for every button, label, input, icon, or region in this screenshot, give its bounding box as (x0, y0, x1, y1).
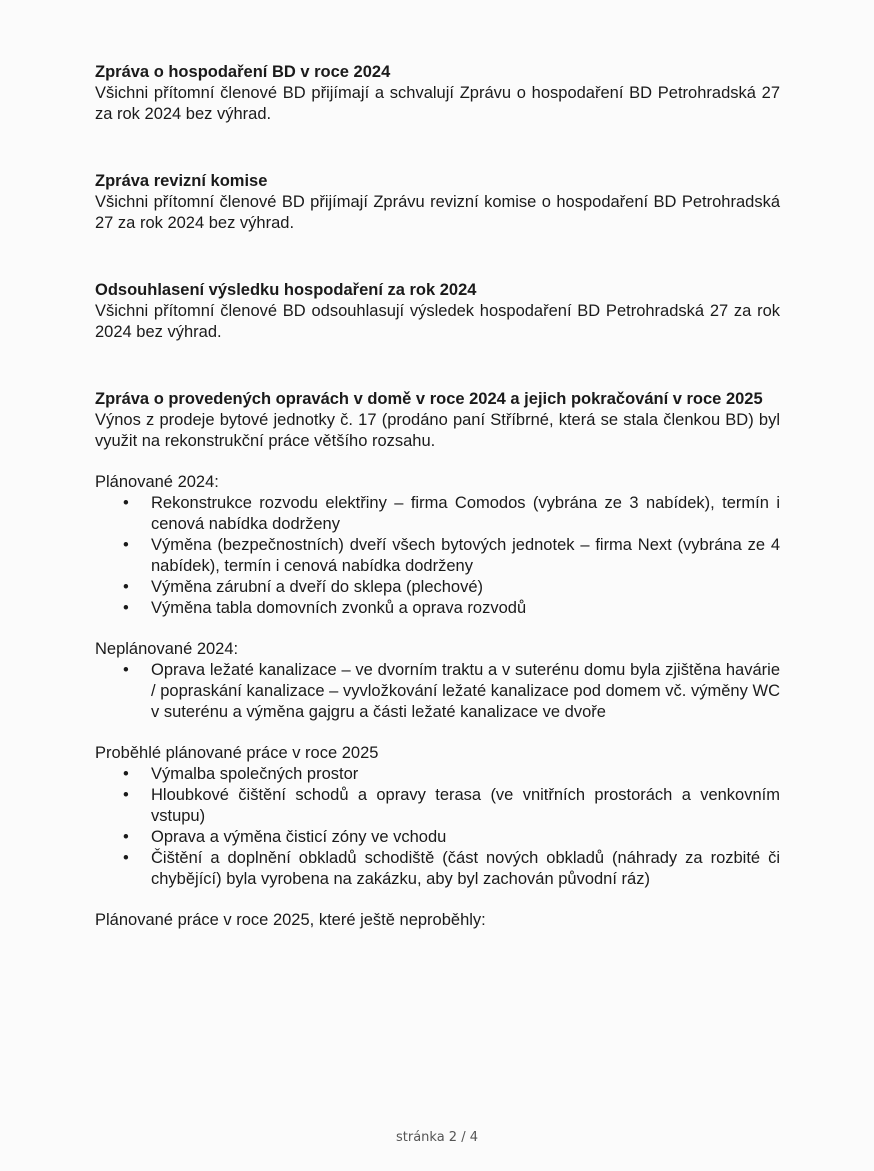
list-item: • Oprava a výměna čisticí zóny ve vchodu (123, 827, 780, 848)
section-text: Všichni přítomní členové BD odsouhlasují výsledek hospodaření BD Petrohradská 27 za rok 2024 bez výhrad. (95, 302, 780, 341)
done-2025-list (95, 764, 780, 890)
planned-2024-label: Plánované 2024: (95, 473, 219, 491)
section-heading: Zpráva o provedených opravách v domě v roce 2024 a jejich pokračování v roce 2025 (95, 390, 763, 408)
page-number: stránka 2 / 4 (395, 1130, 478, 1145)
unplanned-2024-label: Neplánované 2024: (95, 640, 239, 658)
section-audit-report (95, 171, 780, 234)
section-heading: Zpráva o hospodaření BD v roce 2024 (95, 63, 391, 81)
section-text: Výnos z prodeje bytové jednotky č. 17 (prodáno paní Stříbrné, která se stala členkou BD) byl využit na rekonstrukční práce většího rozsahu. (95, 411, 780, 450)
section-heading: Zpráva revizní komise (95, 172, 268, 190)
section-text: Všichni přítomní členové BD přijímají Zprávu revizní komise o hospodaření BD Petrohradská 27 za rok 2024 bez výhrad. (95, 193, 780, 232)
list-item: • Oprava ležaté kanalizace – ve dvorním traktu a v suterénu domu byla zjištěna havárie / popraskání kanalizace – vyvložkování ležaté kanalizace pod domem vč. výměny WC v suterénu a výměna gajgru a části ležaté kanalizace ve dvoře (123, 660, 780, 723)
list-item: • Hloubkové čištění schodů a opravy terasa (ve vnitřních prostorách a venkovním vstupu) (123, 785, 780, 827)
document-page (95, 62, 780, 931)
section-financial-report (95, 62, 780, 125)
done-2025-label: Proběhlé plánované práce v roce 2025 (95, 744, 379, 762)
list-item: • Čištění a doplnění obkladů schodiště (část nových obkladů (náhrady za rozbité či chybějící) byla vyrobena na zakázku, aby byl zachován původní ráz) (123, 848, 780, 890)
list-item: • Výměna (bezpečnostních) dveří všech bytových jednotek – firma Next (vybrána ze 4 nabídek), termín i cenová nabídka dodrženy (123, 535, 780, 577)
unplanned-2024-list (95, 660, 780, 723)
section-result-approval (95, 280, 780, 343)
planned-2024-list (95, 493, 780, 619)
list-item: • Výměna zárubní a dveří do sklepa (plechové) (123, 577, 780, 598)
pending-2025-label: Plánované práce v roce 2025, které ještě neproběhly: (95, 911, 486, 929)
list-item: • Rekonstrukce rozvodu elektřiny – firma Comodos (vybrána ze 3 nabídek), termín i cenová nabídka dodrženy (123, 493, 780, 535)
section-repairs-report (95, 389, 780, 452)
list-item: • Výmalba společných prostor (123, 764, 780, 785)
list-item: • Výměna tabla domovních zvonků a oprava rozvodů (123, 598, 780, 619)
section-text: Všichni přítomní členové BD přijímají a schvalují Zprávu o hospodaření BD Petrohradská 27 za rok 2024 bez výhrad. (95, 84, 780, 123)
section-heading: Odsouhlasení výsledku hospodaření za rok 2024 (95, 281, 477, 299)
